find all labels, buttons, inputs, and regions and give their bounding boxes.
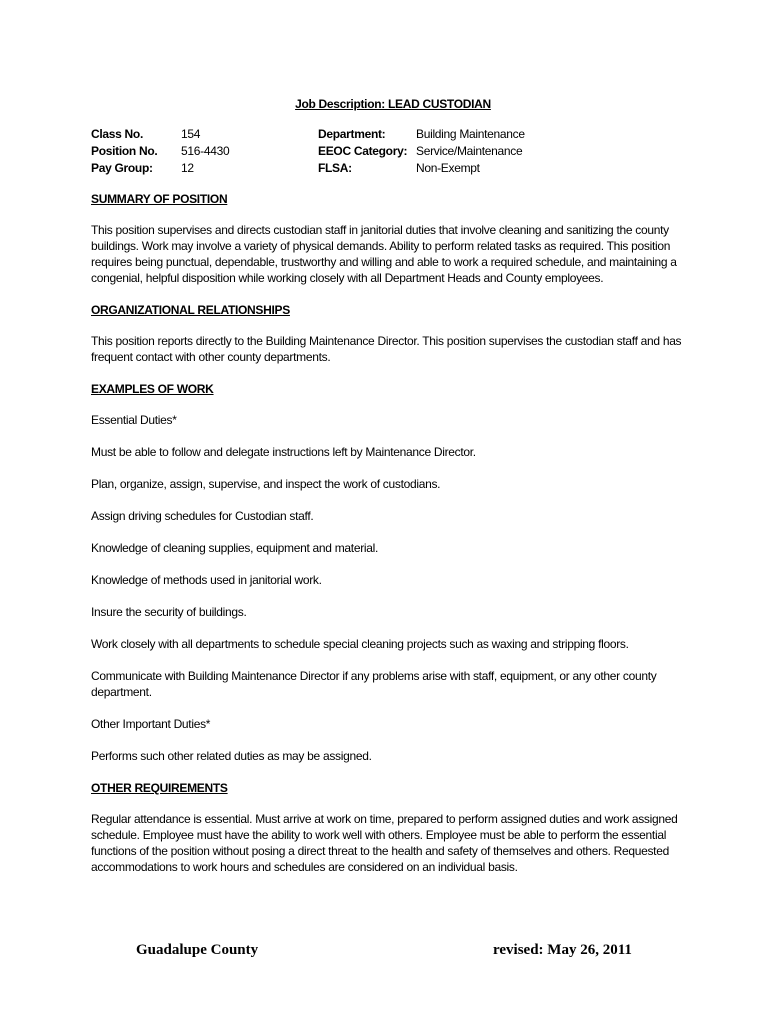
eeoc-label: EEOC Category:: [318, 144, 408, 158]
duty-item: Plan, organize, assign, supervise, and inspect the work of custodians.: [91, 477, 441, 491]
other-duty-item: Performs such other related duties as may be assigned.: [91, 749, 372, 763]
footer-county: Guadalupe County: [136, 942, 259, 958]
duty-item: Insure the security of buildings.: [91, 605, 247, 619]
class-no-value: 154: [181, 127, 201, 141]
org-heading: ORGANIZATIONAL RELATIONSHIPS: [91, 303, 290, 317]
class-no-label: Class No.: [91, 127, 143, 141]
examples-heading: EXAMPLES OF WORK: [91, 382, 214, 396]
page-footer: [136, 942, 636, 959]
flsa-value: Non-Exempt: [416, 161, 480, 175]
duty-item: Knowledge of methods used in janitorial work.: [91, 573, 322, 587]
footer-revised-date: revised: May 26, 2011: [493, 942, 632, 958]
department-label: Department:: [318, 127, 386, 141]
duty-item: Work closely with all departments to schedule special cleaning projects such as waxing and stripping floors.: [91, 637, 629, 651]
page-title: Job Description: LEAD CUSTODIAN: [295, 97, 491, 111]
job-meta-grid: [91, 126, 683, 176]
org-text: This position reports directly to the Building Maintenance Director. This position supervises the custodian staff and has frequent contact with other county departments.: [91, 334, 682, 364]
duty-item: Must be able to follow and delegate instructions left by Maintenance Director.: [91, 445, 476, 459]
document-page: [91, 96, 683, 891]
eeoc-value: Service/Maintenance: [416, 144, 523, 158]
position-no-label: Position No.: [91, 144, 158, 158]
pay-group-label: Pay Group:: [91, 161, 153, 175]
essential-duties-label: Essential Duties*: [91, 413, 177, 427]
duty-item: Communicate with Building Maintenance Director if any problems arise with staff, equipment, or any other county department.: [91, 669, 657, 699]
position-no-value: 516-4430: [181, 144, 230, 158]
flsa-label: FLSA:: [318, 161, 352, 175]
department-value: Building Maintenance: [416, 127, 525, 141]
pay-group-value: 12: [181, 161, 194, 175]
summary-text: This position supervises and directs custodian staff in janitorial duties that involve cleaning and sanitizing the county buildings. Work may involve a variety of physical demands. Ability to perform related tasks as required. This position requires being punctual, dependable, trustworthy and willing and able to work a required schedule, and maintaining a congenial, helpful disposition while working closely with all Department Heads and County employees.: [91, 223, 677, 285]
summary-heading: SUMMARY OF POSITION: [91, 192, 228, 206]
other-duties-label: Other Important Duties*: [91, 717, 211, 731]
duty-item: Knowledge of cleaning supplies, equipment and material.: [91, 541, 379, 555]
duty-item: Assign driving schedules for Custodian staff.: [91, 509, 314, 523]
requirements-heading: OTHER REQUIREMENTS: [91, 781, 228, 795]
requirements-text: Regular attendance is essential. Must arrive at work on time, prepared to perform assigned duties and work assigned schedule. Employee must have the ability to work well with others. Employee must be able to perform the essential functions of the position without posing a direct threat to the health and safety of themselves and others. Requested accommodations to work hours and schedules are considered on an individual basis.: [91, 812, 678, 874]
